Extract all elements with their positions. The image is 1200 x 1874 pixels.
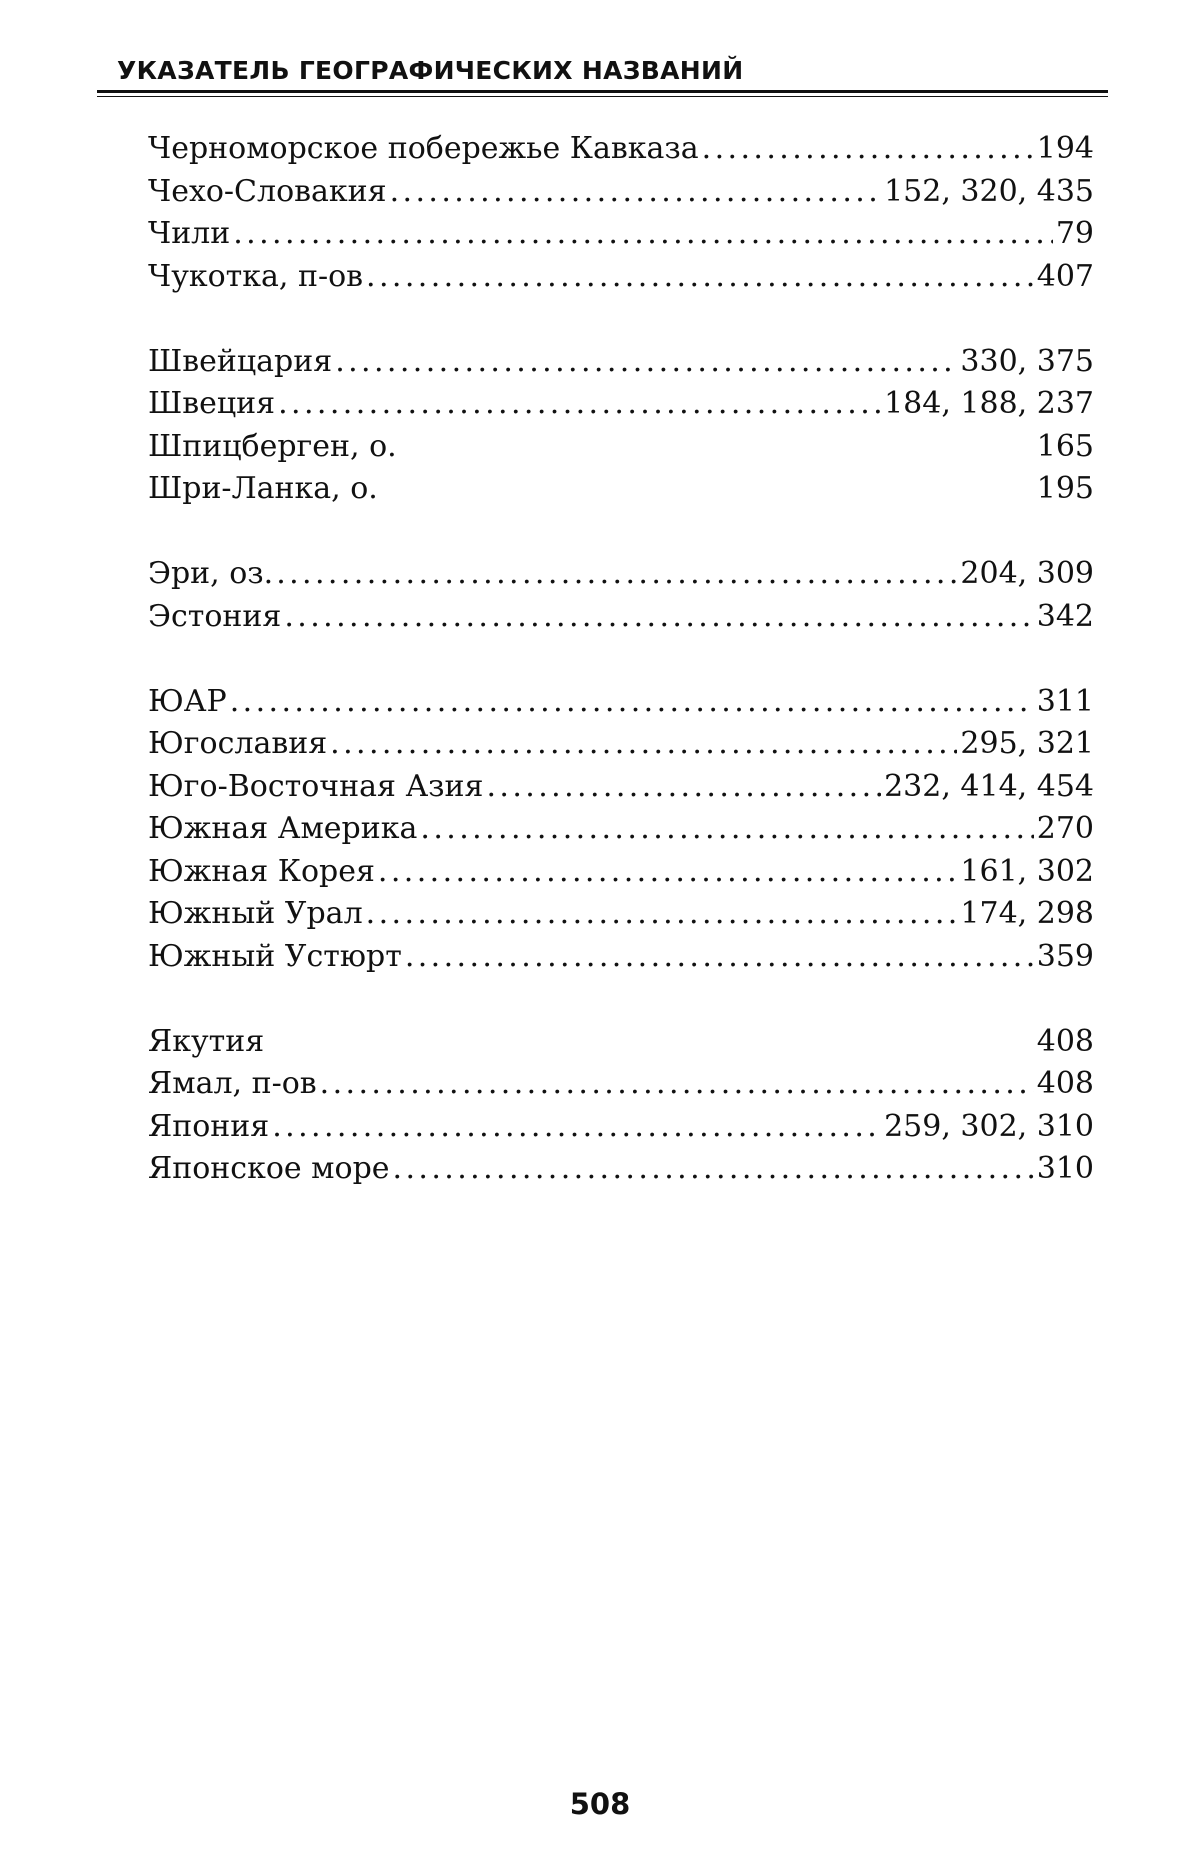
dot-leader [320,1063,1034,1106]
index-entry [148,1063,1094,1106]
index-entry [148,596,1094,639]
entry-pages: 184, 188, 237 [884,386,1094,421]
entry-pages: 232, 414, 454 [884,768,1094,804]
entry-name: Южный Устюрт [148,938,402,974]
dot-leader [405,936,1034,979]
index-entry [148,256,1094,299]
entry-pages: 295, 321 [960,726,1094,761]
entry-name: Якутия [148,1023,265,1059]
entry-pages: 194 [1036,131,1094,166]
entry-name: Швеция [148,386,276,421]
entry-pages: 165 [1036,428,1094,464]
dot-leader [272,1106,881,1149]
dot-leader [230,681,1034,724]
index-group [148,1021,1094,1191]
dot-leader [330,723,957,766]
entry-pages: 195 [1036,471,1094,506]
index-group [148,553,1094,638]
entry-name: Шри-Ланка, о. [148,471,378,506]
dot-leader [233,213,1053,256]
entry-name: Югославия [148,726,328,761]
index-entry [148,553,1094,596]
dot-leader [378,851,958,894]
entry-name: Юго-Восточная Азия [148,768,484,804]
dot-leader [284,596,1033,639]
index-entry [148,383,1094,426]
dot-leader [393,1148,1034,1191]
index-entry [148,1106,1094,1149]
entry-name: Чили [148,216,231,251]
entry-name: Япония [148,1108,270,1144]
index-group [148,341,1094,511]
entry-name: Южный Урал [148,896,363,931]
index-entry [148,766,1094,809]
dot-leader [390,171,881,214]
index-group [148,128,1094,298]
entry-pages: 311 [1036,683,1094,719]
dot-leader [420,808,1033,851]
index-entry [148,893,1094,936]
index-entry [148,1148,1094,1191]
entry-pages: 342 [1036,598,1094,634]
dot-leader [366,893,958,936]
dot-leader [702,128,1034,171]
header-rule-thin [97,96,1108,97]
entry-pages: 270 [1036,811,1094,846]
entry-pages: 310 [1036,1151,1094,1186]
entry-name: Чехо-Словакия [148,173,387,209]
entry-pages: 174, 298 [960,896,1094,931]
entry-name: Японское море [148,1151,390,1186]
index-entry [148,341,1094,384]
entry-name: Черноморское побережье Кавказа [148,131,699,166]
index-group [148,681,1094,979]
dot-leader [278,383,881,426]
page-number: 508 [569,1787,631,1821]
entry-name: Эри, оз. [148,556,274,591]
entry-name: ЮАР [148,683,227,719]
entry-name: Южная Америка [148,811,418,846]
index-entry [148,851,1094,894]
entry-name: Чукотка, п-ов [148,258,364,294]
dot-leader [366,256,1034,299]
header-rule [97,90,1108,93]
index-entry [148,808,1094,851]
entry-pages: 408 [1036,1023,1094,1059]
index-entry [148,128,1094,171]
entry-pages: 79 [1055,216,1094,251]
entry-pages: 161, 302 [960,853,1094,889]
entry-name: Шпицберген, о. [148,428,397,464]
index-entry [148,468,1094,511]
index-entry [148,171,1094,214]
entry-pages: 259, 302, 310 [884,1108,1094,1144]
entry-name: Южная Корея [148,853,375,889]
entry-pages: 359 [1036,938,1094,974]
dot-leader [276,553,957,596]
index-entry [148,1021,1094,1064]
index-entry [148,426,1094,469]
entry-name: Ямал, п-ов [148,1066,317,1101]
entry-pages: 204, 309 [960,556,1094,591]
index-entry [148,213,1094,256]
index-entry [148,936,1094,979]
dot-leader [335,341,957,384]
index-list [148,128,1094,1191]
running-head-title: УКАЗАТЕЛЬ ГЕОГРАФИЧЕСКИХ НАЗВАНИЙ [117,56,744,85]
entry-pages: 330, 375 [960,343,1094,379]
entry-pages: 152, 320, 435 [884,173,1094,209]
entry-pages: 407 [1036,258,1094,294]
dot-leader [486,766,881,809]
entry-name: Эстония [148,598,282,634]
entry-name: Швейцария [148,343,333,379]
index-entry [148,681,1094,724]
index-entry [148,723,1094,766]
entry-pages: 408 [1036,1066,1094,1101]
